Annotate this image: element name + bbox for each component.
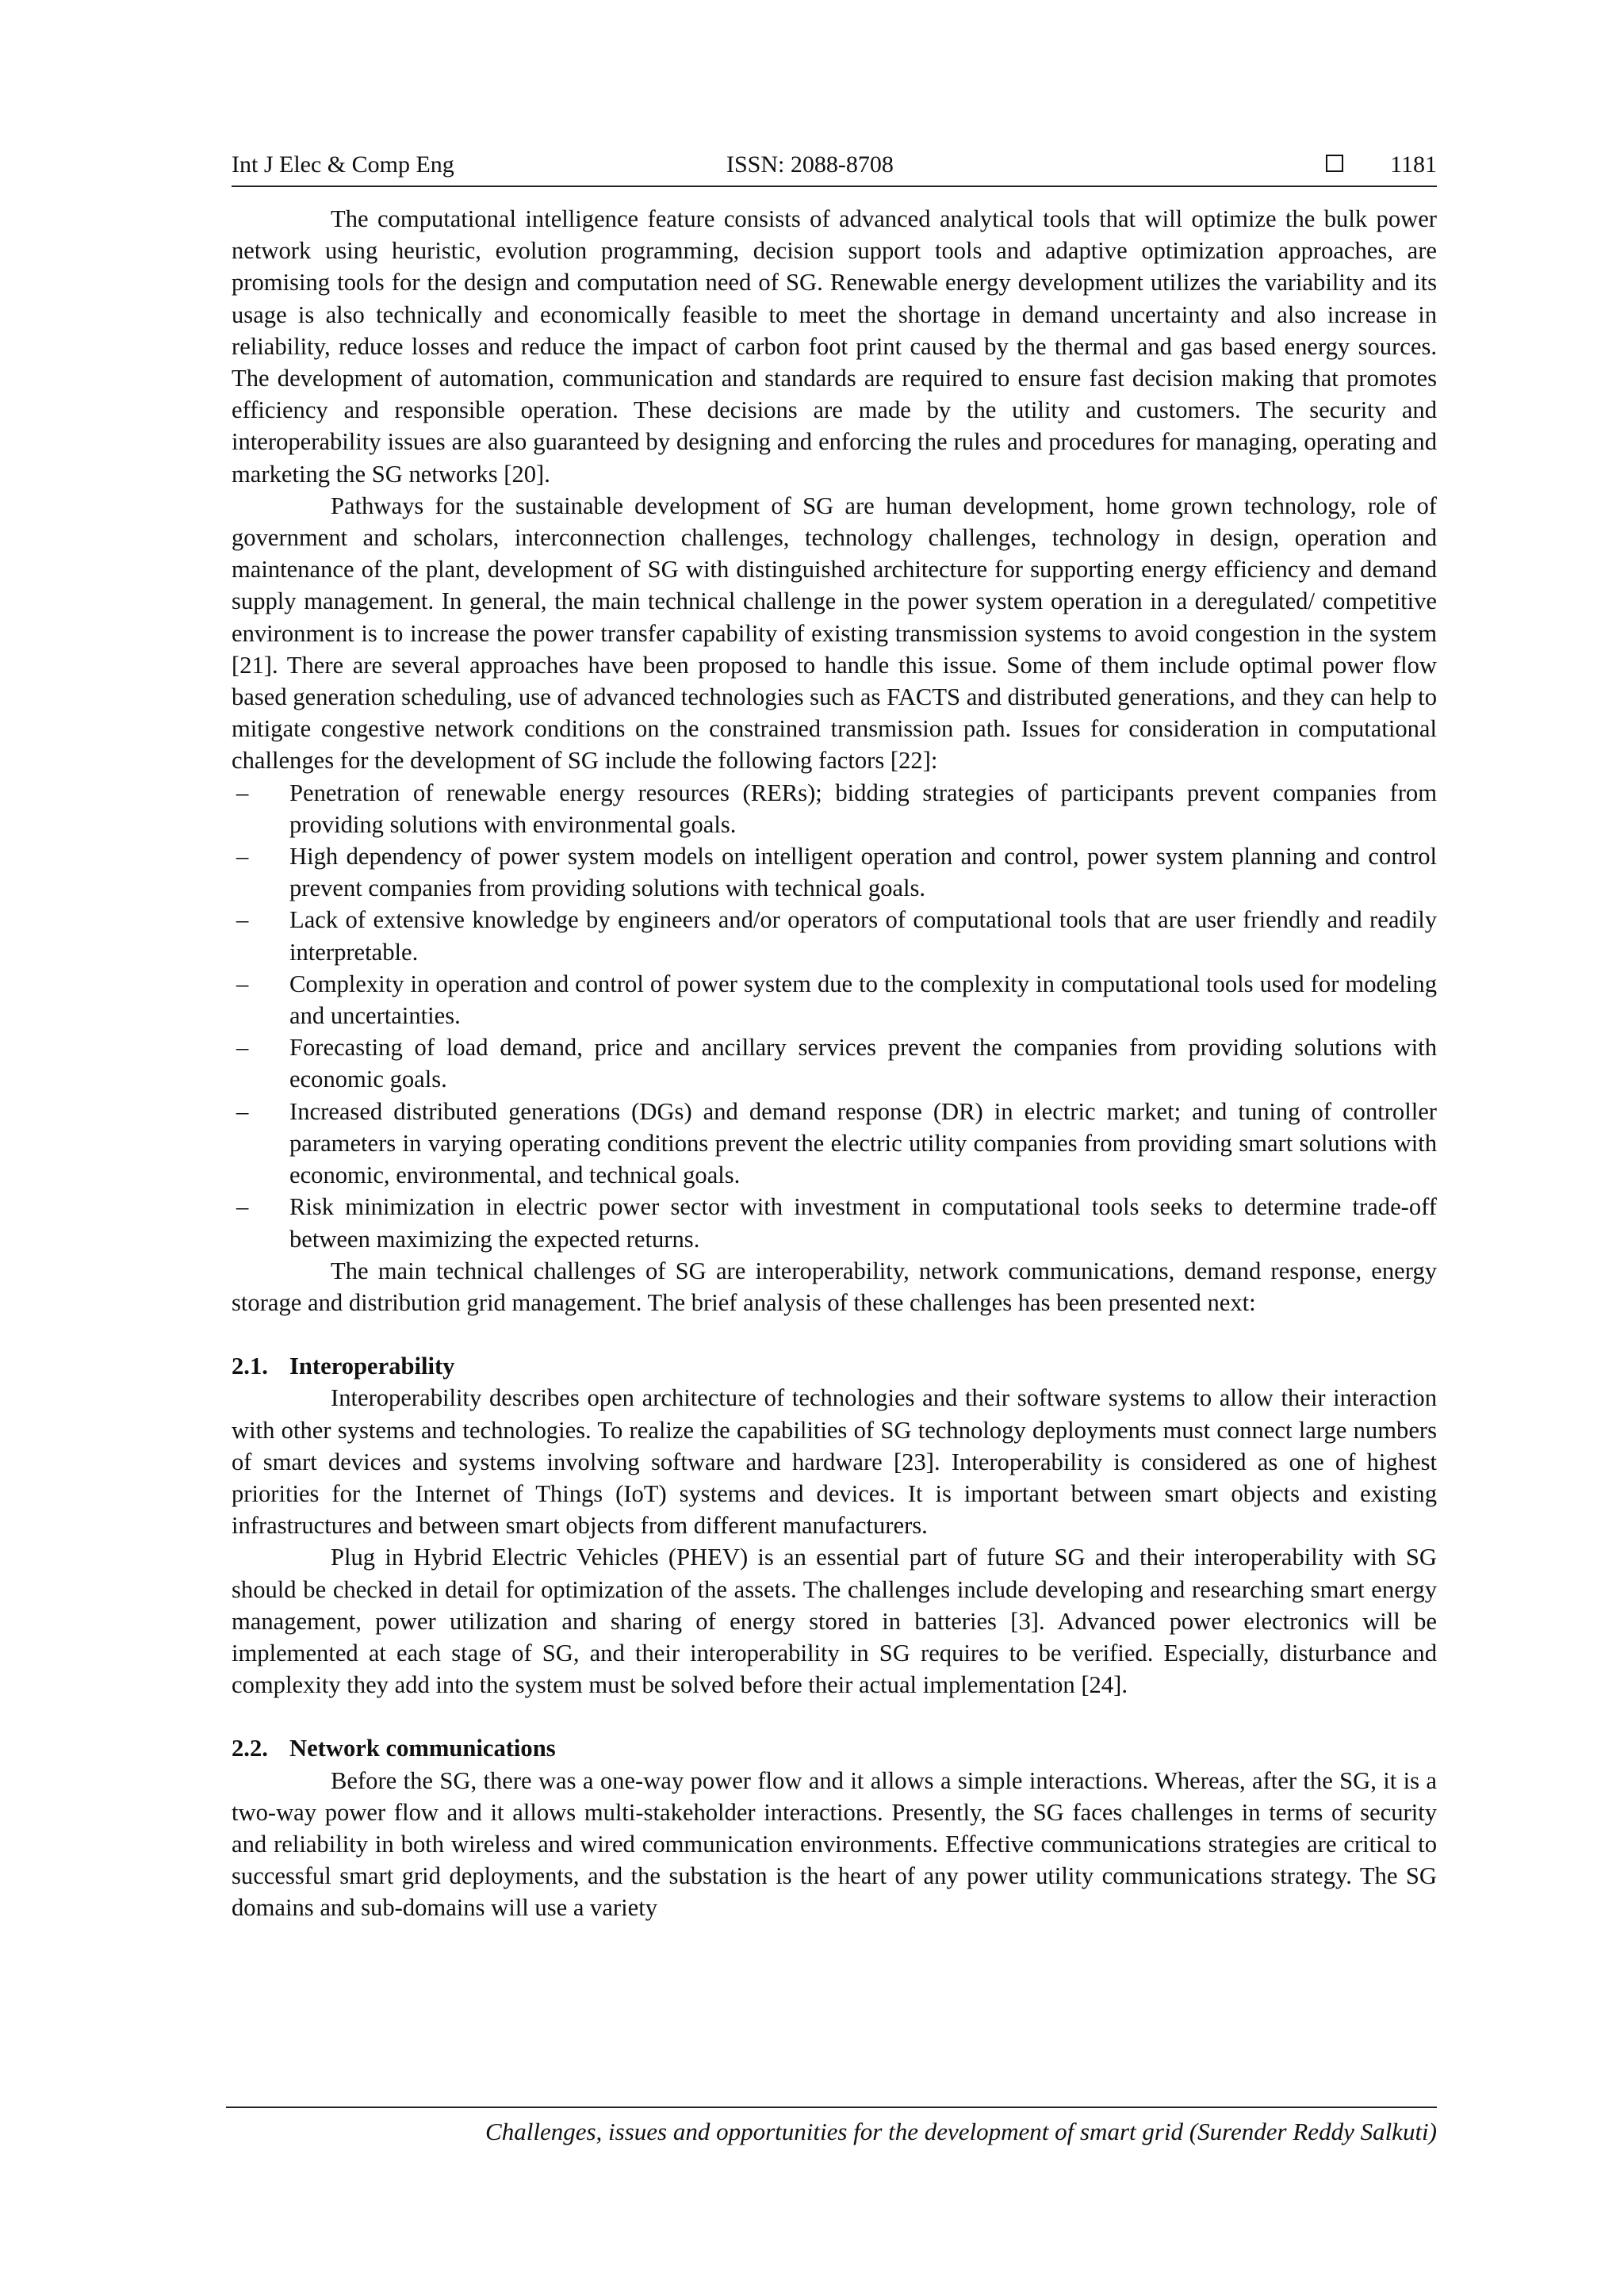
section-heading-network-communications	[232, 1732, 1437, 1764]
dash-bullet: –	[236, 1097, 249, 1125]
list-item	[232, 1096, 1437, 1192]
list-item	[232, 904, 1437, 967]
list-item	[232, 777, 1437, 840]
running-header	[232, 149, 1437, 187]
factors-list	[232, 777, 1437, 1255]
paragraph-network-communications: Before the SG, there was a one-way power flow and it allows a simple interactions. Whereas, after the SG, it is a two-way power flow and it allows multi-stakeholder interactions. Presently, the SG faces challenges in terms of security and reliability in both wireless and wired communication environments. Effective communications strategies are critical to successful smart grid deployments, and the substation is the heart of any power utility communications strategy. The SG domains and sub-domains will use a variety	[232, 1766, 1437, 1922]
list-item-text: High dependency of power system models on intelligent operation and control, power system planning and control prevent companies from providing solutions with technical goals.	[289, 843, 1437, 902]
section-title: Interoperability	[289, 1353, 455, 1380]
list-item	[232, 1191, 1437, 1254]
section-number: 2.2.	[232, 1735, 268, 1762]
dash-bullet: –	[236, 779, 249, 806]
dash-bullet: –	[236, 970, 249, 997]
section-title: Network communications	[289, 1735, 556, 1762]
list-item-text: Forecasting of load demand, price and ancillary services prevent the companies from providing solutions with economic goals.	[289, 1034, 1437, 1093]
list-item-text: Increased distributed generations (DGs) and demand response (DR) in electric market; and tuning of controller parameters in varying operating conditions prevent the electric utility companies from providing smart solutions with economic, environmental, and technical goals.	[289, 1097, 1437, 1189]
list-item-text: Penetration of renewable energy resources (RERs); bidding strategies of participants prevent companies from providing solutions with environmental goals.	[289, 779, 1437, 838]
dash-bullet: –	[236, 1034, 249, 1062]
list-item	[232, 840, 1437, 904]
page-number: 1181	[1390, 151, 1437, 178]
paragraph-main-challenges: The main technical challenges of SG are interoperability, network communications, demand response, energy storage and distribution grid management. The brief analysis of these challenges has been presented next:	[232, 1257, 1437, 1316]
paragraph-interoperability: Interoperability describes open architecture of technologies and their software systems to allow their interaction with other systems and technologies. To realize the capabilities of SG technology deployments must connect large numbers of smart devices and systems involving software and hardware [23]. Interoperability is considered as one of highest priorities for the Internet of Things (IoT) systems and devices. It is important between smart objects and existing infrastructures and between smart objects from different manufacturers.	[232, 1384, 1437, 1540]
section-heading-interoperability	[232, 1350, 1437, 1382]
dash-bullet: –	[236, 843, 249, 871]
list-item-text: Complexity in operation and control of power system due to the complexity in computational tools used for modeling and uncertainties.	[289, 970, 1437, 1030]
dash-bullet: –	[236, 1193, 249, 1221]
page	[232, 149, 1437, 1924]
paragraph-phev: Plug in Hybrid Electric Vehicles (PHEV) is an essential part of future SG and their interoperability with SG should be checked in detail for optimization of the assets. The challenges include developing and researching smart energy management, power utilization and sharing of energy stored in batteries [3]. Advanced power electronics will be implemented at each stage of SG, and their interoperability in SG requires to be verified. Especially, disturbance and complexity they add into the system must be solved before their actual implementation [24].	[232, 1544, 1437, 1699]
issn: ISSN: 2088-8708	[726, 151, 894, 178]
paragraph-pathways: Pathways for the sustainable development of SG are human development, home grown technology, role of government and scholars, interconnection challenges, technology challenges, technology in design, operation and maintenance of the plant, development of SG with distinguished architecture for supporting energy efficiency and demand supply management. In general, the main technical challenge in the power system operation in a deregulated/ competitive environment is to increase the power transfer capability of existing transmission systems to avoid congestion in the system [21]. There are several approaches have been proposed to handle this issue. Some of them include optimal power flow based generation scheduling, use of advanced technologies such as FACTS and distributed generations, and they can help to mitigate congestive network conditions on the constrained transmission path. Issues for consideration in computational challenges for the development of SG include the following factors [22]:	[232, 492, 1437, 775]
square-bullet-icon	[1326, 155, 1343, 172]
list-item	[232, 1031, 1437, 1095]
section-number: 2.1.	[232, 1353, 268, 1380]
journal-name: Int J Elec & Comp Eng	[232, 151, 454, 178]
paragraph-computational-intelligence: The computational intelligence feature consists of advanced analytical tools that will optimize the bulk power network using heuristic, evolution programming, decision support tools and adaptive optimization approaches, are promising tools for the design and computation need of SG. Renewable energy development utilizes the variability and its usage is also technically and economically feasible to meet the shortage in demand uncertainty and also increase in reliability, reduce losses and reduce the impact of carbon foot print caused by the thermal and gas based energy sources. The development of automation, communication and standards are required to ensure fast decision making that promotes efficiency and responsible operation. These decisions are made by the utility and customers. The security and interoperability issues are also guaranteed by designing and enforcing the rules and procedures for managing, operating and marketing the SG networks [20].	[232, 205, 1437, 488]
dash-bullet: –	[236, 906, 249, 934]
article-body	[232, 203, 1437, 1924]
list-item	[232, 968, 1437, 1031]
list-item-text: Risk minimization in electric power sector with investment in computational tools seeks to determine trade-off between maximizing the expected returns.	[289, 1193, 1437, 1253]
list-item-text: Lack of extensive knowledge by engineers and/or operators of computational tools that are user friendly and readily interpretable.	[289, 906, 1437, 966]
running-footer: Challenges, issues and opportunities for the development of smart grid (Surender Reddy Salkuti)	[226, 2107, 1437, 2148]
